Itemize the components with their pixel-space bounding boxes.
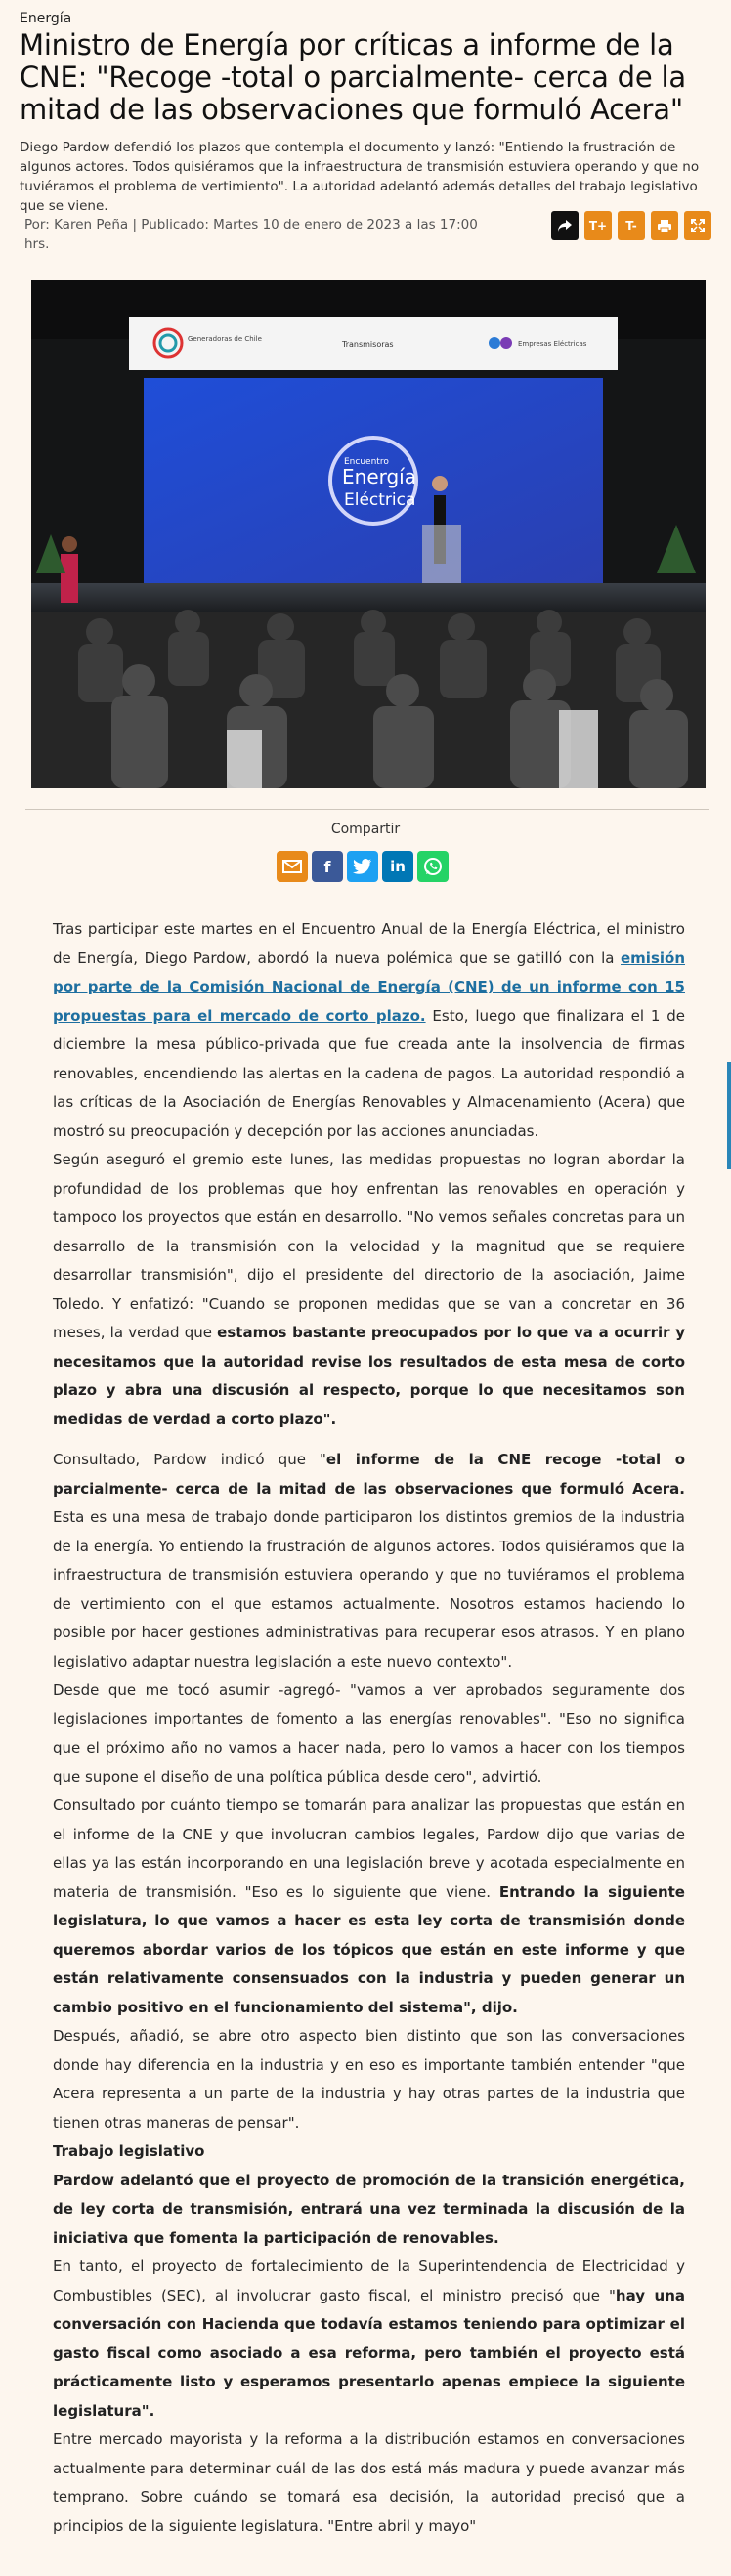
article-lead: Diego Pardow defendió los plazos que contempla el documento y lanzó: "Entiendo la frustración de algunos actores. Todos quisiéramos que la infraestructura de transmisión estuviera operando y que no tuviéramos el problema de vertimiento". La autoridad adelantó además detalles del trabajo legislativo que se viene. bbox=[20, 140, 700, 214]
share-twitter-button[interactable] bbox=[347, 851, 378, 882]
paragraph: En tanto, el proyecto de fortalecimiento de la Superintendencia de Electricidad y Combustibles (SEC), al involucrar gasto fiscal, el ministro precisó que "hay una conversación con Hacienda que todavía estamos teniendo para optimizar el gasto fiscal como asociado a esa reforma, pero también el proyecto está prácticamente listo y esperamos presentarlo apenas empiece la siguiente legislatura". bbox=[53, 2258, 685, 2420]
email-icon bbox=[282, 860, 302, 873]
font-decrease-button[interactable]: T- bbox=[618, 211, 645, 240]
linkedin-icon: in bbox=[390, 858, 406, 875]
paragraph: Consultado por cuánto tiempo se tomarán para analizar las propuestas que están en el informe de la CNE y que involucran cambios legales, Pardow dijo que varias de ellas ya las están incorporando en una legislación breve y acotada especialmente en materia de transmisión. "Eso es lo siguiente que viene. Entrando la siguiente legislatura, lo que vamos a hacer es esta ley corta de transmisión donde queremos abordar varios de los tópicos que están en este informe y que están relativamente consensuados con la industria y pueden generar un cambio positivo en el funcionamiento del sistema", dijo. bbox=[53, 1796, 685, 2016]
article-photo bbox=[31, 280, 706, 788]
article-header bbox=[20, 10, 711, 216]
banner-right-text: Empresas Eléctricas bbox=[518, 340, 587, 348]
side-scroll-accent bbox=[727, 1062, 731, 1169]
share-whatsapp-button[interactable] bbox=[417, 851, 449, 882]
paragraph: Pardow adelantó que el proyecto de promoción de la transición energética, de ley corta de transmisión, entrará una vez terminada la discusión de la iniciativa que fomenta la participación de renovables. bbox=[53, 2171, 685, 2247]
divider bbox=[25, 809, 710, 810]
share-arrow-button[interactable] bbox=[551, 211, 579, 240]
section-subhead: Trabajo legislativo bbox=[53, 2142, 205, 2160]
meta-row bbox=[20, 209, 711, 268]
share-buttons bbox=[277, 851, 449, 882]
share-email-button[interactable] bbox=[277, 851, 308, 882]
paragraph: Desde que me tocó asumir -agregó- "vamos a ver aprobados seguramente dos legislaciones importantes de fomento a las energías renovables". "Eso no significa que el próximo año no vamos a hacer nada, pero lo vamos a hacer con los tiempos que supone el diseño de una política pública desde cero", advirtió. bbox=[53, 1681, 685, 1786]
twitter-icon bbox=[353, 859, 372, 874]
whatsapp-icon bbox=[423, 857, 443, 876]
article-body bbox=[53, 915, 685, 2541]
paragraph: Consultado, Pardow indicó que "el informe de la CNE recoge -total o parcialmente- cerca de la mitad de las observaciones que formuló Acera. Esta es una mesa de trabajo donde participaron los distintos gremios de la industria de la energía. Yo entiendo la frustración de algunos actores. Todos quisiéramos que la infraestructura de transmisión estuviera operando y que no tuviéramos el problema de vertimiento con el que estamos actualmente. Nosotros estamos haciendo lo posible por hacer gestiones administrativas para recuperar esos atrasos. Y en plano legislativo adaptar nuestra legislación a este nuevo contexto". bbox=[53, 1451, 685, 1670]
print-button[interactable] bbox=[651, 211, 678, 240]
paragraph: Entre mercado mayorista y la reforma a la distribución estamos en conversaciones actualmente para determinar cuál de las dos está más madura y puede avanzar más temprano. Sobre cuándo se tomará esa decisión, la autoridad precisó que a principios de la siguiente legislatura. "Entre abril y mayo" bbox=[53, 2430, 685, 2535]
screen-line2: Eléctrica bbox=[344, 490, 416, 510]
screen-small-text: Encuentro bbox=[344, 457, 389, 467]
byline: Por: Karen Peña | Publicado: Martes 10 de enero de 2023 a las 17:00 hrs. bbox=[24, 217, 478, 252]
expand-button[interactable] bbox=[684, 211, 711, 240]
article-toolbar bbox=[551, 211, 711, 240]
page-title: Ministro de Energía por críticas a informe de la CNE: "Recoge -total o parcialmente- cerca de la mitad de las observaciones que formuló Acera" bbox=[20, 28, 686, 126]
paragraph: Después, añadió, se abre otro aspecto bien distinto que son las conversaciones donde hay diferencia en la industria y en eso es importante también entender "que Acera representa a un parte de la industria y hay otras partes de la industria que tienen otras maneras de pensar". bbox=[53, 2027, 685, 2132]
share-arrow-icon bbox=[557, 219, 573, 232]
category-label[interactable]: Energía bbox=[20, 11, 72, 26]
expand-icon bbox=[691, 219, 705, 232]
share-facebook-button[interactable] bbox=[312, 851, 343, 882]
screen-line1: Energía bbox=[342, 465, 416, 488]
share-linkedin-button[interactable] bbox=[382, 851, 413, 882]
share-label: Compartir bbox=[330, 822, 401, 837]
cne-report-link[interactable]: emisión por parte de la Comisión Nacional de Energía (CNE) de un informe con 15 propuestas para el mercado de corto plazo. bbox=[53, 949, 685, 1025]
print-icon bbox=[657, 219, 672, 233]
facebook-icon: f bbox=[323, 857, 331, 876]
paragraph: Tras participar este martes en el Encuentro Anual de la Energía Eléctrica, el ministro de Energía, Diego Pardow, abordó la nueva polémica que se gatilló con la emisión por parte de la Comisión Nacional de Energía (CNE) de un informe con 15 propuestas para el mercado de corto plazo. Esto, luego que finalizara el 1 de diciembre la mesa público-privada que fue creada ante la insolvencia de firmas renovables, encendiendo las alertas en la cadena de pagos. La autoridad respondió a las críticas de la Asociación de Energías Renovables y Almacenamiento (Acera) que mostró su preocupación y decepción por las acciones anunciadas. bbox=[53, 920, 685, 1140]
font-increase-button[interactable]: T+ bbox=[584, 211, 612, 240]
paragraph: Según aseguró el gremio este lunes, las medidas propuestas no logran abordar la profundidad de los problemas que hoy enfrentan las renovables en operación y tampoco los proyectos que están en desarrollo. "No vemos señales concretas para un desarrollo de la transmisión con la velocidad y la magnitud que se requiere desarrollar transmisión", dijo el presidente del directorio de la asociación, Jaime Toledo. Y enfatizó: "Cuando se proponen medidas que se van a concretar en 36 meses, la verdad que estamos bastante preocupados por lo que va a ocurrir y necesitamos que la autoridad revise los resultados de esta mesa de corto plazo y abra una discusión al respecto, porque lo que necesitamos son medidas de verdad a corto plazo". bbox=[53, 1151, 686, 1428]
banner-left-text: Generadoras de Chile bbox=[188, 335, 262, 343]
banner-center-text: Transmisoras bbox=[342, 340, 394, 349]
